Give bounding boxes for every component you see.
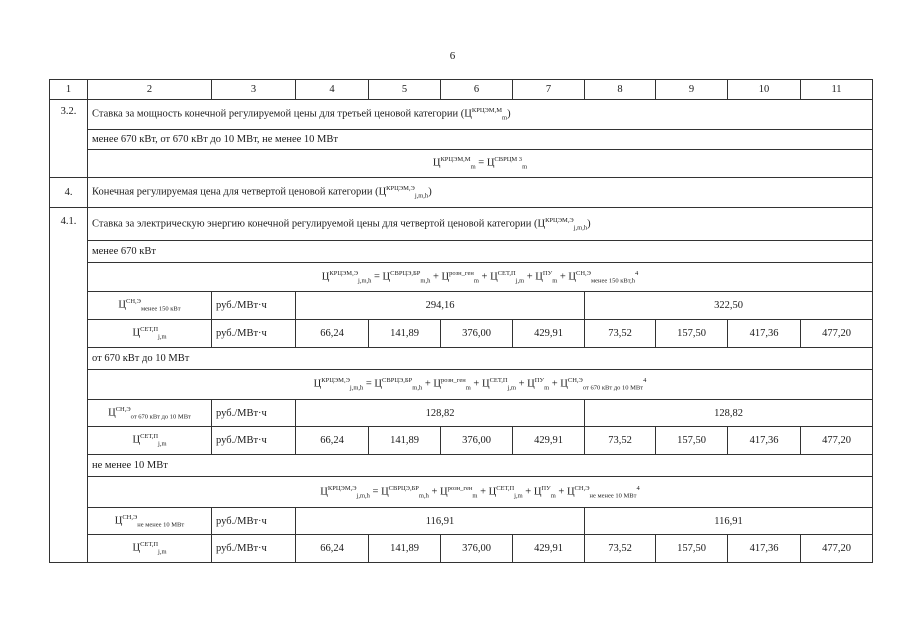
unit: руб./МВт·ч [212,292,296,320]
set-value: 417,36 [728,320,801,348]
condition-text: менее 670 кВт, от 670 кВт до 10 МВт, не менее 10 МВт [88,130,873,150]
tariff-table [49,79,873,563]
set-value: 417,36 [728,535,801,563]
section-title: Ставка за мощность конечной регулируемой цены для третьей ценовой категории $(Ц^{КРЦЭМ,М}_m)$ [88,100,873,130]
set-value: 73,52 [585,535,656,563]
col-header: 4 [296,80,369,100]
sn-value: 294,16 [296,292,585,320]
col-header: 7 [513,80,585,100]
set-tariff-row [50,535,873,563]
row-4-1 [50,208,873,241]
set-value: 73,52 [585,320,656,348]
col-header: 10 [728,80,801,100]
item-number: 3.2. [50,100,88,178]
set-value: 141,89 [369,427,441,455]
set-label: $Ц^{СЕТ,П}_{j,m}$ [88,535,212,563]
col-header: 11 [801,80,873,100]
set-value: 141,89 [369,320,441,348]
unit: руб./МВт·ч [212,508,296,535]
set-value: 429,91 [513,427,585,455]
col-header: 8 [585,80,656,100]
sn-tariff-row [50,508,873,535]
col-header: 9 [656,80,728,100]
formula: $Ц^{КРЦЭМ,Э}_{j,m,h} = Ц^{СВРЦЭ,БР}_{m,h} + Ц^{розн\_ген}_m + Ц^{СЕТ,П}_{j,m} + Ц^{ПУ}_m + Ц^{СН,Э}_{не менее 10 МВт}^4$ [88,477,873,508]
set-value: 429,91 [513,320,585,348]
col-header: 5 [369,80,441,100]
sn-value: 116,91 [585,508,873,535]
sn-value: 128,82 [585,400,873,427]
set-value: 157,50 [656,535,728,563]
condition-row [50,348,873,370]
set-value: 417,36 [728,427,801,455]
set-value: 477,20 [801,427,873,455]
set-value: 157,50 [656,320,728,348]
condition-text: менее 670 кВт [88,241,873,263]
set-value: 376,00 [441,320,513,348]
table-body [50,80,873,563]
page-number: 6 [449,50,456,62]
sn-value: 322,50 [585,292,873,320]
col-header: 1 [50,80,88,100]
item-number: 4.1. [50,208,88,563]
col-header: 6 [441,80,513,100]
formula-row [50,150,873,178]
set-value: 66,24 [296,535,369,563]
col-header: 2 [88,80,212,100]
unit: руб./МВт·ч [212,400,296,427]
set-value: 376,00 [441,535,513,563]
row-4 [50,178,873,208]
unit: руб./МВт·ч [212,427,296,455]
section-title: Конечная регулируемая цена для четвертой ценовой категории $(Ц^{КРЦЭМ,Э}_{j,m,h})$ [88,178,873,208]
set-value: 477,20 [801,535,873,563]
set-value: 73,52 [585,427,656,455]
unit: руб./МВт·ч [212,535,296,563]
set-value: 157,50 [656,427,728,455]
sn-label: $Ц^{СН,Э}_{менее 150 кВт}$ [88,292,212,320]
set-value: 141,89 [369,535,441,563]
condition-text: не менее 10 МВт [88,455,873,477]
col-header: 3 [212,80,296,100]
formula: $Ц^{КРЦЭМ,М}_m = Ц^{СВРЦМ 3}_m$ [88,150,873,178]
unit: руб./МВт·ч [212,320,296,348]
set-value: 66,24 [296,427,369,455]
row-3-2 [50,100,873,130]
formula: $Ц^{КРЦЭМ,Э}_{j,m,h} = Ц^{СВРЦЭ,БР}_{m,h} + Ц^{розн\_ген}_m + Ц^{СЕТ,П}_{j,m} + Ц^{ПУ}_m + Ц^{СН,Э}_{от 670 кВт до 10 МВт}^4$ [88,370,873,400]
sn-tariff-row [50,400,873,427]
condition-row [50,130,873,150]
set-value: 429,91 [513,535,585,563]
set-label: $Ц^{СЕТ,П}_{j,m}$ [88,427,212,455]
set-tariff-row [50,320,873,348]
sn-label: $Ц^{СН,Э}_{не менее 10 МВт}$ [88,508,212,535]
formula-row [50,370,873,400]
set-value: 376,00 [441,427,513,455]
condition-text: от 670 кВт до 10 МВт [88,348,873,370]
section-title: Ставка за электрическую энергию конечной регулируемой цены для четвертой ценовой категории $(Ц^{КРЦЭМ,Э}_{j,m,h})$ [88,208,873,241]
formula-row [50,263,873,292]
condition-row [50,241,873,263]
header-row [50,80,873,100]
set-tariff-row [50,427,873,455]
condition-row [50,455,873,477]
item-number: 4. [50,178,88,208]
set-value: 66,24 [296,320,369,348]
sn-tariff-row [50,292,873,320]
formula: $Ц^{КРЦЭМ,Э}_{j,m,h} = Ц^{СВРЦЭ,БР}_{m,h} + Ц^{розн\_ген}_m + Ц^{СЕТ,П}_{j,m} + Ц^{ПУ}_m + Ц^{СН,Э}_{менее 150 кВт,h}^4$ [88,263,873,292]
sn-value: 128,82 [296,400,585,427]
sn-value: 116,91 [296,508,585,535]
set-label: $Ц^{СЕТ,П}_{j,m}$ [88,320,212,348]
sn-label: $Ц^{СН,Э}_{от 670 кВт до 10 МВт}$ [88,400,212,427]
set-value: 477,20 [801,320,873,348]
formula-row [50,477,873,508]
